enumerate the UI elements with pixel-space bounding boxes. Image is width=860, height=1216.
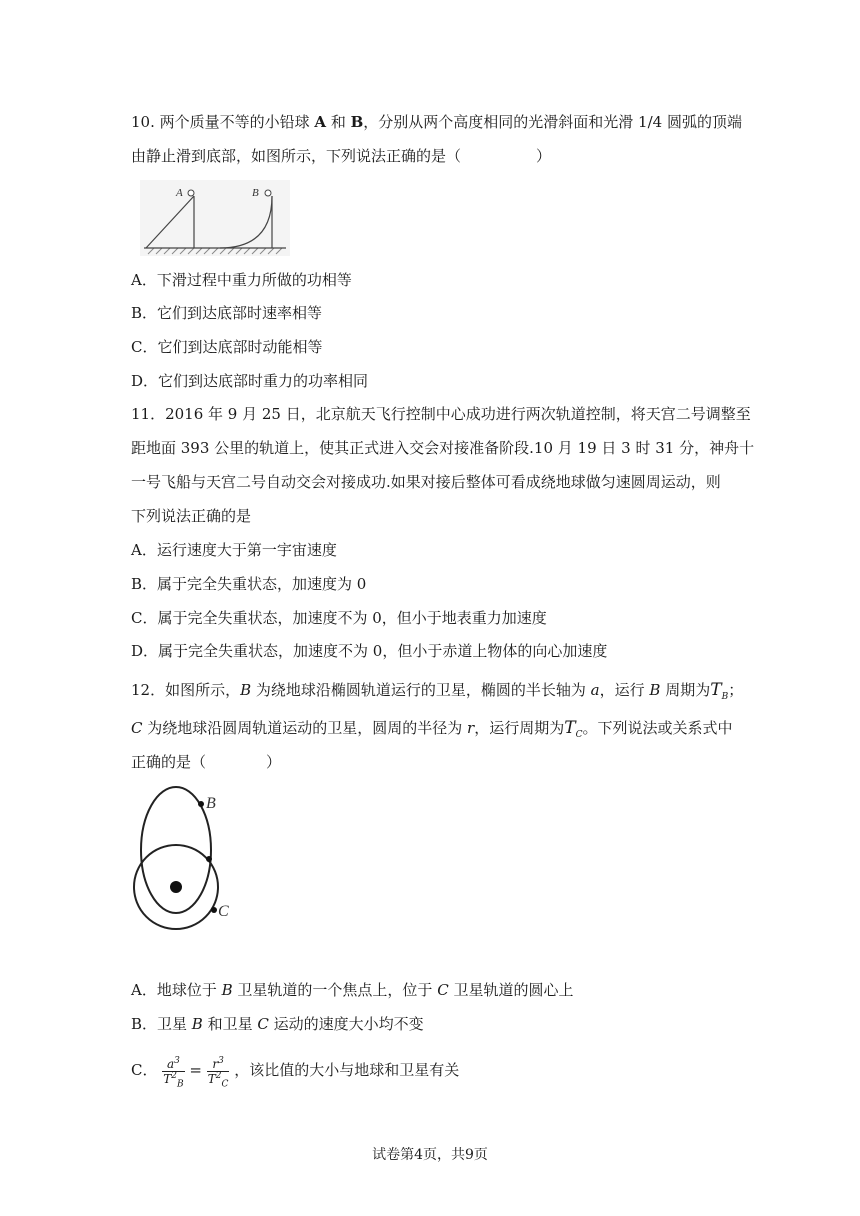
earth-dot [170, 881, 182, 893]
q10-option-c: C．它们到达底部时动能相等 [131, 338, 323, 356]
q10-option-b: B．它们到达底部时速率相等 [131, 304, 323, 322]
q12-option-c: C． $\frac{a^3}{T^2_B}$ = $\frac{r^3}{T^2_C}$ ，该比值的大小与地球和卫星有关 [131, 1055, 460, 1089]
fig-label-c: C [218, 903, 229, 920]
fig-label-a: A [176, 187, 183, 199]
q12-option-a: A．地球位于 B 卫星轨道的一个焦点上，位于 C 卫星轨道的圆心上 [131, 981, 574, 999]
q11-stem-line1: 11．2016 年 9 月 25 日，北京航天飞行控制中心成功进行两次轨道控制，将天宫二号调整至 [131, 405, 751, 423]
fig-label-b: B [252, 187, 259, 199]
q12-option-b: B．卫星 B 和卫星 C 运动的速度大小均不变 [131, 1015, 424, 1033]
q11-stem-line4: 下列说法正确的是 [131, 507, 252, 525]
page-footer: 试卷第4页，共9页 [372, 1147, 488, 1163]
q11-option-a: A．运行速度大于第一宇宙速度 [131, 541, 337, 559]
q12-stem-line3: 正确的是（ ） [131, 753, 282, 771]
ball-a-label: A [314, 113, 327, 131]
q11-option-c: C．属于完全失重状态，加速度不为 0，但小于地表重力加速度 [131, 609, 547, 627]
q10-stem-line1: 10. 两个质量不等的小铅球 A 和 B，分别从两个高度相同的光滑斜面和光滑 1/4 圆弧的顶端 [131, 113, 742, 131]
q12-orbit-figure [128, 784, 240, 930]
ball-b-label: B [350, 113, 364, 131]
q12-stem-line1: 12．如图所示，B 为绕地球沿椭圆轨道运行的卫星，椭圆的半长轴为 a，运行 B 周期为$T_B$； [131, 680, 744, 702]
q11-stem-line3: 一号飞船与天宫二号自动交会对接成功.如果对接后整体可看成绕地球做匀速圆周运动，则 [131, 473, 721, 491]
q12-stem-line2: C 为绕地球沿圆周轨道运动的卫星，圆周的半径为 r，运行周期为$T_C$。下列说法或关系式中 [131, 718, 733, 740]
q11-stem-line2: 距地面 393 公里的轨道上，使其正式进入交会对接准备阶段.10 月 19 日 3 时 31 分，神舟十 [131, 439, 755, 457]
q10-figure [140, 180, 290, 256]
q10-option-a: A．下滑过程中重力所做的功相等 [131, 271, 352, 289]
fraction-a3-tb2: $\frac{a^3}{T^2_B}$ [163, 1055, 184, 1089]
fraction-r3-tc2: $\frac{r^3}{T^2_C}$ [207, 1055, 229, 1089]
q11-option-d: D．属于完全失重状态，加速度不为 0，但小于赤道上物体的向心加速度 [131, 642, 608, 660]
q10-stem-line2: 由静止滑到底部，如图所示，下列说法正确的是（ ） [131, 147, 552, 165]
q11-option-b: B．属于完全失重状态，加速度为 0 [131, 575, 367, 593]
q10-option-d: D．它们到达底部时重力的功率相同 [131, 372, 369, 390]
fig-label-b: B [206, 795, 216, 812]
